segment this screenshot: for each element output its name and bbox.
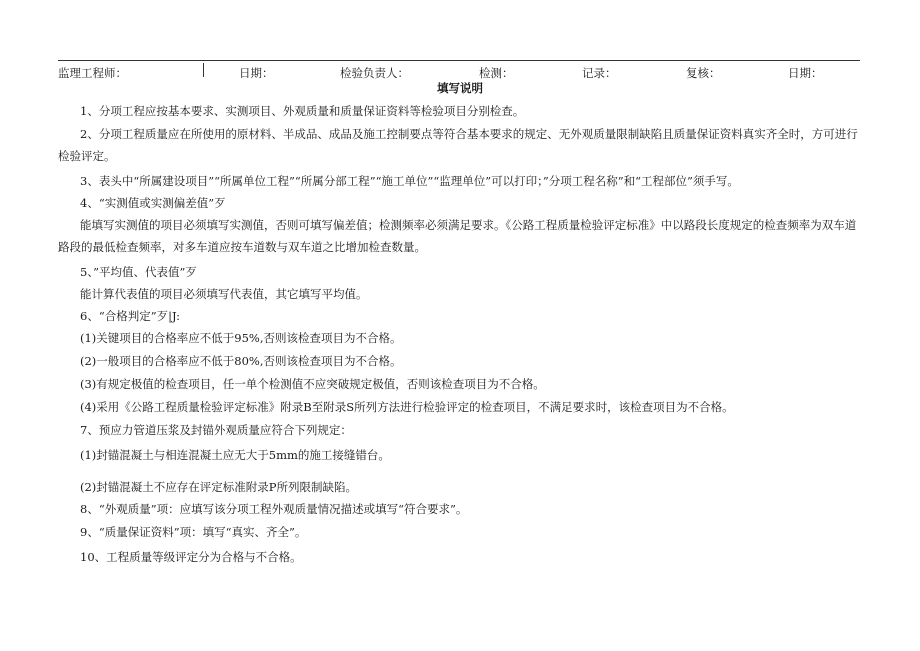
instruction-item: 7、预应力管道压浆及封锚外观质量应符合下列规定： [80, 423, 352, 437]
instruction-item: 6、“合格判定”歹|J: [80, 309, 180, 323]
instruction-item: (2)封锚混凝土不应存在评定标准附录P所列限制缺陷。 [80, 480, 358, 494]
instruction-item: 2、分项工程质量应在所使用的原材料、半成品、成品及施工控制要点等符合基本要求的规定、无外观质量限制缺陷且质量保证资料真实齐全时，方可进行检验评定。 [58, 127, 858, 163]
signature-row [58, 60, 860, 79]
date-label-2: 日期： [788, 66, 823, 80]
page-title: 填写说明 [437, 81, 483, 95]
instruction-item: 3、表头中“所属建设项目”“所属单位工程”“所属分部工程”“施工单位”“监理单位”可以打印；”分项工程名称”和“工程部位”须手写。 [80, 174, 739, 188]
review-label: 复核： [686, 66, 721, 80]
instruction-item: 能填写实测值的项目必须填写实测值，否则可填写偏差值；检测频率必须满足要求。《公路工程质量检验评定标准》中以路段长度规定的检查频率为双车道路段的最低检查频率，对多车道应按车道数与双车道之比增加检查数量。 [58, 218, 857, 254]
instruction-item: 1、分项工程应按基本要求、实测项目、外观质量和质量保证资料等检验项目分别检查。 [80, 104, 525, 118]
instruction-item: 8、“外观质量”项：应填写该分项工程外观质量情况描述或填写“符合要求”。 [80, 502, 468, 516]
instruction-item: 5、”平均值、代表值”歹 [80, 265, 197, 279]
instruction-item: (1)封锚混凝土与相连混凝土应无大于5mm的施工接缝错台。 [80, 448, 390, 462]
date-label: 日期： [239, 66, 274, 80]
instruction-item: (3)有规定极值的检查项目，任一单个检测值不应突破规定极值，否则该检查项目为不合格。 [80, 377, 545, 391]
divider [203, 63, 204, 77]
record-label: 记录： [582, 66, 617, 80]
instruction-item: 10、工程质量等级评定分为合格与不合格。 [80, 550, 302, 564]
instruction-item: 4、“实测值或实测偏差值”歹 [80, 196, 226, 210]
instruction-item: (1)关键项目的合格率应不低于95%,否则该检查项目为不合格。 [80, 331, 402, 345]
instruction-item: 能计算代表值的项目必须填写代表值，其它填写平均值。 [80, 287, 368, 301]
instruction-item: (2)一般项目的合格率应不低于80%,否则该检查项目为不合格。 [80, 354, 402, 368]
testing-label: 检测： [479, 66, 514, 80]
instruction-item: (4)采用《公路工程质量检验评定标准》附录B至附录S所列方法进行检验评定的检查项目，不满足要求时，该检查项目为不合格。 [80, 400, 734, 414]
instruction-item: 9、“质量保证资料”项：填写“真实、齐全”。 [80, 525, 307, 539]
inspector-label: 检验负责人： [340, 66, 409, 80]
supervisor-label: 监理工程师： [58, 66, 127, 80]
